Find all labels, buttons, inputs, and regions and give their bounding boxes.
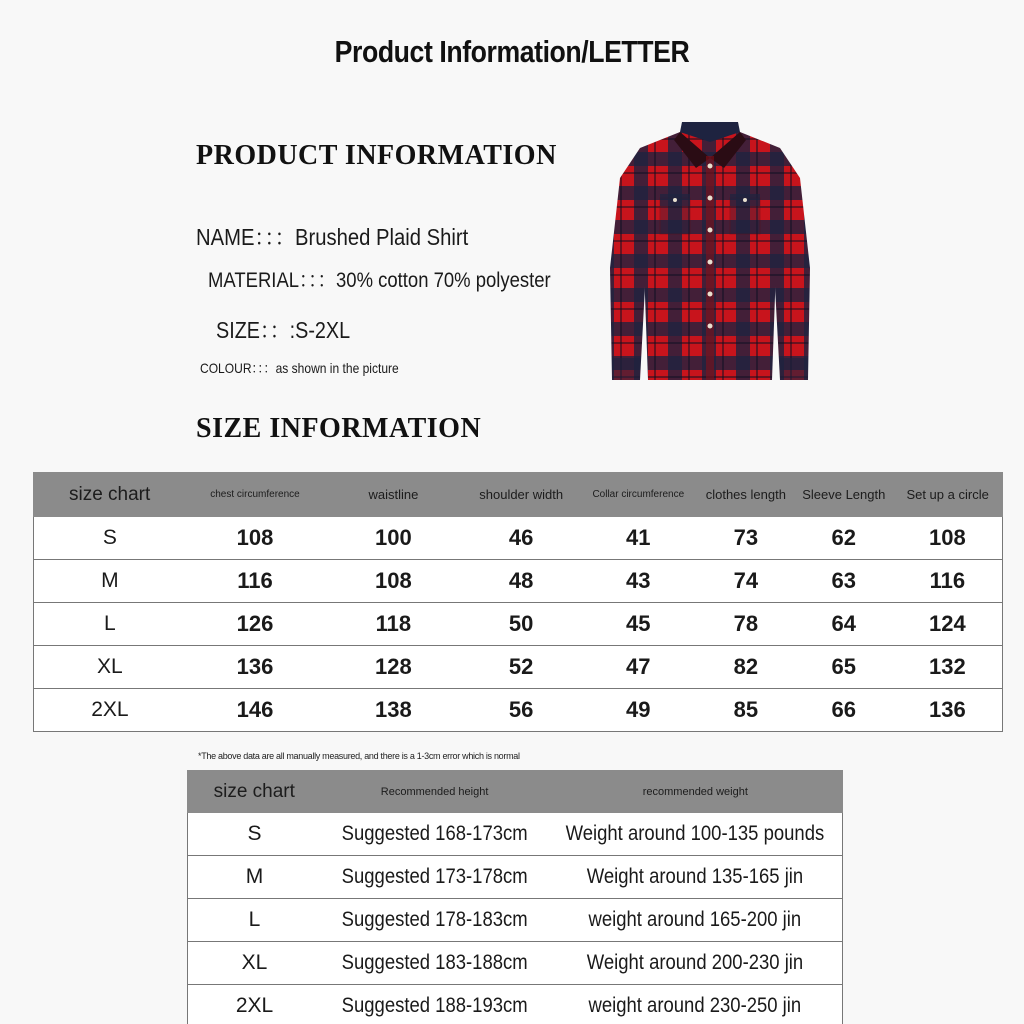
table-cell: 43	[580, 560, 697, 603]
table-cell: XL	[34, 646, 186, 689]
table-cell: 47	[580, 646, 697, 689]
table-cell: S	[188, 813, 322, 856]
size-information-heading: SIZE INFORMATION	[196, 413, 482, 444]
table-cell: 136	[186, 646, 324, 689]
table-cell	[321, 899, 548, 942]
size-chart-header-length: clothes length	[697, 473, 795, 517]
weight-value: weight around 165-200 jin	[588, 908, 802, 931]
plaid-shirt-icon	[600, 118, 820, 388]
table-row	[34, 689, 1003, 732]
weight-value: Weight around 200-230 jin	[586, 951, 804, 974]
table-cell: 100	[324, 517, 462, 560]
table-row	[188, 813, 843, 856]
table-cell	[548, 985, 842, 1024]
table-cell: 124	[893, 603, 1003, 646]
product-material-label: MATERIAL：：：	[208, 269, 337, 292]
product-colour-line	[200, 358, 399, 378]
height-value: Suggested 168-173cm	[341, 822, 528, 845]
table-cell: 62	[795, 517, 893, 560]
size-chart-header-row	[34, 473, 1003, 517]
table-cell	[548, 856, 842, 899]
table-cell: 126	[186, 603, 324, 646]
table-cell: 50	[463, 603, 580, 646]
table-cell	[321, 813, 548, 856]
measurement-note: *The above data are all manually measured, and there is a 1-3cm error which is normal	[198, 751, 520, 761]
height-value: Suggested 188-193cm	[341, 994, 528, 1017]
table-row	[188, 899, 843, 942]
table-cell: 48	[463, 560, 580, 603]
table-cell: S	[34, 517, 186, 560]
table-cell: 108	[324, 560, 462, 603]
table-cell: 85	[697, 689, 795, 732]
height-value: Suggested 178-183cm	[341, 908, 528, 931]
table-cell: 118	[324, 603, 462, 646]
table-cell: 46	[463, 517, 580, 560]
table-cell: 82	[697, 646, 795, 689]
size-chart-header-size: size chart	[34, 473, 186, 517]
table-cell: L	[188, 899, 322, 942]
table-row	[188, 942, 843, 985]
table-cell: M	[34, 560, 186, 603]
table-cell	[548, 813, 842, 856]
table-cell: 136	[893, 689, 1003, 732]
recommendation-header-height: Recommended height	[321, 771, 548, 813]
table-row	[188, 856, 843, 899]
product-size-label: SIZE：：	[216, 317, 290, 343]
product-name-value: Brushed Plaid Shirt	[294, 224, 469, 250]
table-cell	[321, 942, 548, 985]
table-cell: 108	[186, 517, 324, 560]
table-cell: 138	[324, 689, 462, 732]
size-chart-header-chest: chest circumference	[186, 473, 324, 517]
table-cell: 49	[580, 689, 697, 732]
size-chart-header-shoulder: shoulder width	[463, 473, 580, 517]
product-material-value: 30% cotton 70% polyester	[336, 269, 551, 292]
recommendation-header-size: size chart	[188, 771, 322, 813]
table-cell	[548, 942, 842, 985]
table-cell: 74	[697, 560, 795, 603]
table-cell: 146	[186, 689, 324, 732]
recommendation-table	[187, 770, 843, 1024]
table-cell: 63	[795, 560, 893, 603]
product-colour-label: COLOUR：：：	[200, 360, 276, 376]
product-size-line	[216, 312, 350, 345]
table-cell	[321, 856, 548, 899]
weight-value: Weight around 135-165 jin	[586, 865, 804, 888]
table-cell: 116	[186, 560, 324, 603]
recommendation-header-row	[188, 771, 843, 813]
size-chart-table	[33, 472, 1003, 732]
table-cell: L	[34, 603, 186, 646]
table-cell: 41	[580, 517, 697, 560]
product-name-line	[196, 219, 468, 252]
table-cell	[548, 899, 842, 942]
table-cell: 65	[795, 646, 893, 689]
table-row	[34, 517, 1003, 560]
table-row	[34, 603, 1003, 646]
table-cell: 64	[795, 603, 893, 646]
weight-value: Weight around 100-135 pounds	[565, 822, 825, 845]
table-cell: XL	[188, 942, 322, 985]
table-cell: 45	[580, 603, 697, 646]
product-material-line	[208, 264, 551, 294]
product-size-value: :S-2XL	[289, 317, 351, 343]
table-cell: 2XL	[188, 985, 322, 1024]
size-chart-header-sleeve: Sleeve Length	[795, 473, 893, 517]
table-cell: 108	[893, 517, 1003, 560]
table-row	[188, 985, 843, 1024]
table-cell: 128	[324, 646, 462, 689]
table-row	[34, 646, 1003, 689]
product-name-label: NAME：：：	[196, 224, 295, 250]
table-cell	[321, 985, 548, 1024]
product-colour-value: as shown in the picture	[275, 360, 399, 376]
table-cell: 2XL	[34, 689, 186, 732]
product-information-heading: PRODUCT INFORMATION	[196, 140, 557, 171]
height-value: Suggested 173-178cm	[341, 865, 528, 888]
page-title: Product Information/LETTER	[334, 34, 690, 69]
table-cell: 52	[463, 646, 580, 689]
table-cell: 132	[893, 646, 1003, 689]
table-cell: 78	[697, 603, 795, 646]
table-cell: 116	[893, 560, 1003, 603]
recommendation-header-weight: recommended weight	[548, 771, 842, 813]
size-chart-header-collar: Collar circumference	[580, 473, 697, 517]
table-row	[34, 560, 1003, 603]
table-cell: M	[188, 856, 322, 899]
size-chart-header-waistline: waistline	[324, 473, 462, 517]
table-cell: 56	[463, 689, 580, 732]
table-cell: 73	[697, 517, 795, 560]
height-value: Suggested 183-188cm	[341, 951, 528, 974]
table-cell: 66	[795, 689, 893, 732]
size-chart-header-circle: Set up a circle	[893, 473, 1003, 517]
weight-value: weight around 230-250 jin	[588, 994, 802, 1017]
